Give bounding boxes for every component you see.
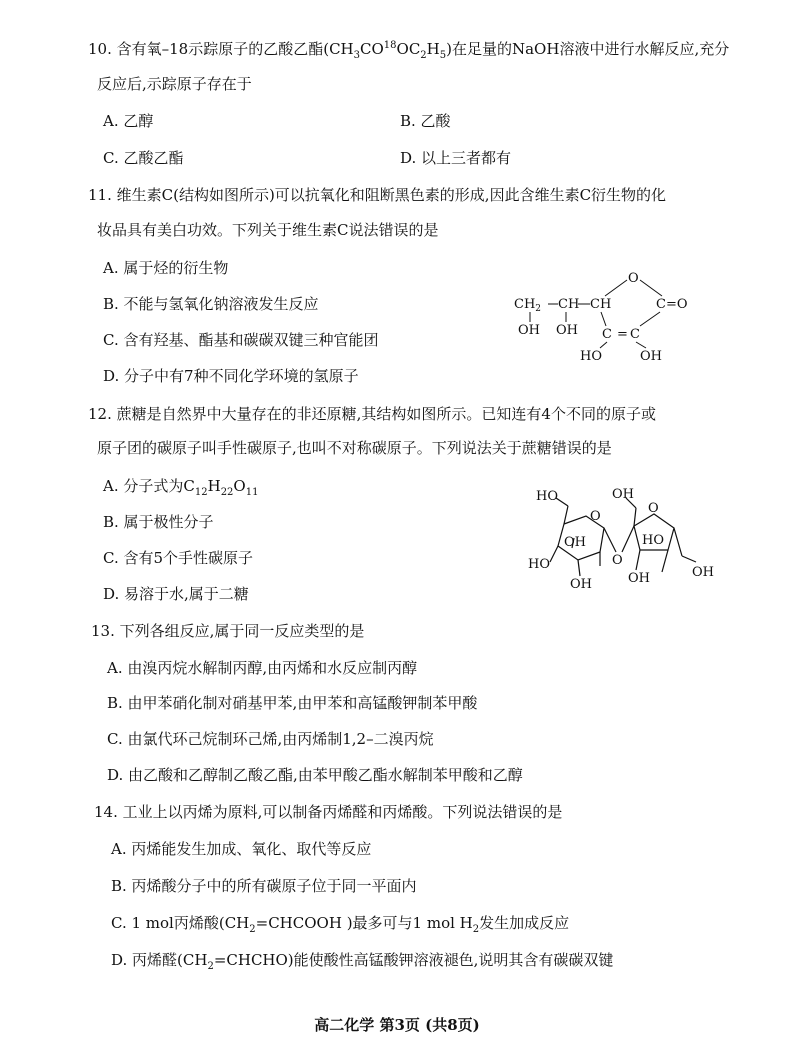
q14-option-c: C. 1 mol丙烯酸($CH_2=CHCOOH$ )最多可与1 mol $H_2$发生加成反应 <box>111 914 570 935</box>
fig-ring-oxygen: O <box>628 271 639 286</box>
fig-ch-label: CH <box>558 297 580 312</box>
q10-option-d: D. 以上三者都有 <box>400 149 512 167</box>
fig-ch-ring-label: CH <box>590 297 612 312</box>
fig-ho: HO <box>580 349 602 364</box>
q14-option-b: B. 丙烯酸分子中的所有碳原子位于同一平面内 <box>111 877 417 895</box>
q11-option-a: A. 属于烃的衍生物 <box>103 259 229 277</box>
sucrose-oh-right: OH <box>692 565 714 580</box>
q13-option-c: C. 由氯代环己烷制环己烯,由丙烯制1,2–二溴丙烷 <box>107 730 434 748</box>
svg-text:=: = <box>617 327 628 342</box>
q12-stem-line2: 原子团的碳原子叫手性碳原子,也叫不对称碳原子。下列说法关于蔗糖错误的是 <box>97 439 612 457</box>
q13-option-b: B. 由甲苯硝化制对硝基甲苯,由甲苯和高锰酸钾制苯甲酸 <box>107 694 478 712</box>
fig-ring-c3: C <box>602 327 612 342</box>
fig-carbonyl-c: C <box>656 297 666 312</box>
vitamin-c-structure-figure <box>510 268 700 364</box>
q10-option-c: C. 乙酸乙酯 <box>103 149 184 167</box>
q12-stem-line1: 12. 蔗糖是自然界中大量存在的非还原糖,其结构如图所示。已知连有4个不同的原子或 <box>88 405 656 423</box>
q13-option-d: D. 由乙酸和乙醇制乙酸乙酯,由苯甲酸乙酯水解制苯甲酸和乙醇 <box>107 766 523 784</box>
q14-option-d: D. 丙烯醛$(CH_2=CHCHO)$能使酸性高锰酸钾溶液褪色,说明其含有碳碳双键 <box>111 951 614 972</box>
q14-option-a: A. 丙烯能发生加成、氧化、取代等反应 <box>111 840 372 858</box>
q12-option-b: B. 属于极性分子 <box>103 513 214 531</box>
sucrose-link-o: O <box>612 553 623 568</box>
q11-option-d: D. 分子中有7种不同化学环境的氢原子 <box>103 367 359 385</box>
sucrose-ho-top: HO <box>536 489 558 504</box>
fig-carbonyl-o: =O <box>666 297 688 312</box>
fig-oh-2: OH <box>556 323 578 338</box>
sucrose-ho-inner: HO <box>642 533 664 548</box>
q11-stem-line2: 妆品具有美白功效。下列关于维生素C说法错误的是 <box>97 221 439 239</box>
q11-option-c: C. 含有羟基、酯基和碳碳双键三种官能团 <box>103 331 379 349</box>
q12-option-c: C. 含有5个手性碳原子 <box>103 549 254 567</box>
sucrose-structure-figure <box>528 486 728 590</box>
sucrose-oh-top2: OH <box>612 487 634 502</box>
q13-option-a: A. 由溴丙烷水解制丙醇,由丙烯和水反应制丙醇 <box>107 659 418 677</box>
fig-ring-c2: C <box>630 327 640 342</box>
q10-option-b: B. 乙酸 <box>400 112 451 130</box>
q11-stem-line1: 11. 维生素C(结构如图所示)可以抗氧化和阻断黑色素的形成,因此含维生素C衍生物的化 <box>88 186 667 204</box>
page-footer: 高二化学 第3页 (共8页) <box>314 1016 480 1034</box>
q14-stem: 14. 工业上以丙烯为原料,可以制备丙烯醛和丙烯酸。下列说法错误的是 <box>94 803 563 821</box>
q11-option-b: B. 不能与氢氧化钠溶液发生反应 <box>103 295 319 313</box>
sucrose-oh-inner: OH <box>564 535 586 550</box>
sucrose-oh-bottom: OH <box>570 577 592 590</box>
fig-oh-3: OH <box>640 349 662 364</box>
q10-option-a: A. 乙醇 <box>103 112 154 130</box>
sucrose-ho-left: HO <box>528 557 550 572</box>
fig-oh-1: OH <box>518 323 540 338</box>
sucrose-fructose-o: O <box>648 501 659 516</box>
q10-stem-line2: 反应后,示踪原子存在于 <box>97 75 252 93</box>
q13-stem: 13. 下列各组反应,属于同一反应类型的是 <box>91 622 365 640</box>
q10-stem-line1: 10. 含有氧–18示踪原子的乙酸乙酯$(CH_3CO^{18}OC_2H_5)$在足量的NaOH溶液中进行水解反应,充分 <box>88 40 730 61</box>
q12-option-a: A. 分子式为$C_{12}H_{22}O_{11}$ <box>103 477 259 498</box>
sucrose-oh-bottom2: OH <box>628 571 650 586</box>
sucrose-glucose-o: O <box>590 509 601 524</box>
q12-option-d: D. 易溶于水,属于二糖 <box>103 585 249 603</box>
fig-ch2-label: $CH_2$ <box>514 297 542 314</box>
